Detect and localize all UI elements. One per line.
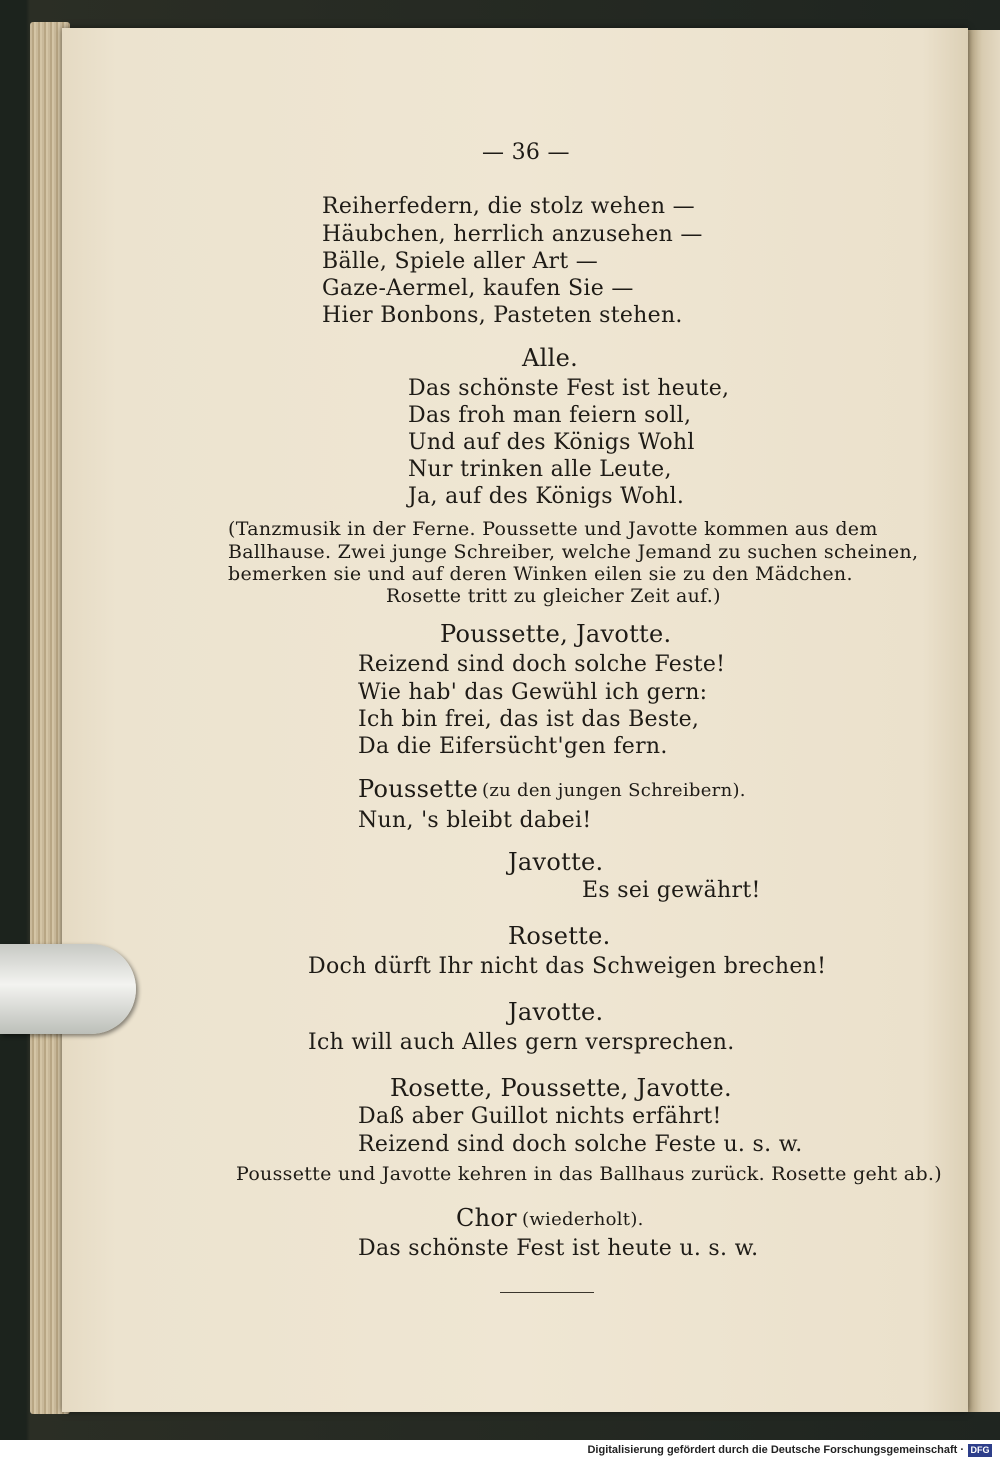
verse-line: Reizend sind doch solche Feste! [358, 652, 726, 677]
facing-page-edge [966, 30, 1000, 1412]
verse-line: Nur trinken alle Leute, [408, 457, 672, 482]
verse-line: Und auf des Königs Wohl [408, 430, 695, 455]
dfg-logo: DFG [968, 1444, 992, 1457]
verse-line: Häubchen, herrlich anzusehen — [322, 222, 703, 247]
stage-direction: Poussette und Javotte kehren in das Ballhaus zurück. Rosette geht ab.) [236, 1163, 942, 1185]
verse-line: Ich will auch Alles gern versprechen. [308, 1030, 735, 1055]
stage-direction: (Tanzmusik in der Ferne. Poussette und Javotte kommen aus dem [228, 518, 878, 540]
speaker-heading: Poussette, Javotte. [440, 620, 672, 648]
closing-rule [500, 1292, 594, 1293]
speaker-heading: Chor [456, 1204, 517, 1232]
bookmark-tab [0, 944, 136, 1034]
speaker-direction: (wiederholt). [522, 1209, 644, 1230]
speaker-heading: Rosette, Poussette, Javotte. [390, 1074, 732, 1102]
verse-line: Hier Bonbons, Pasteten stehen. [322, 303, 683, 328]
speaker-heading: Alle. [522, 344, 579, 372]
footer-bar [0, 1440, 1000, 1462]
speaker-direction: (zu den jungen Schreibern). [482, 780, 746, 801]
verse-line: Das froh man feiern soll, [408, 403, 692, 428]
verse-line: Ja, auf des Königs Wohl. [408, 484, 685, 509]
verse-line: Nun, 's bleibt dabei! [358, 808, 592, 833]
verse-line: Reiherfedern, die stolz wehen — [322, 194, 695, 219]
page-number: — 36 — [482, 140, 570, 165]
verse-line: Doch dürft Ihr nicht das Schweigen brechen! [308, 954, 827, 979]
verse-line: Daß aber Guillot nichts erfährt! [358, 1104, 722, 1129]
stage-direction: Rosette tritt zu gleicher Zeit auf.) [386, 585, 721, 607]
verse-line: Das schönste Fest ist heute, [408, 376, 730, 401]
speaker-heading: Poussette [358, 775, 479, 803]
speaker-heading: Javotte. [508, 998, 604, 1026]
speaker-heading: Javotte. [508, 848, 604, 876]
speaker-heading: Rosette. [508, 922, 611, 950]
verse-line: Gaze-Aermel, kaufen Sie — [322, 276, 634, 301]
verse-line: Es sei gewährt! [582, 878, 761, 903]
verse-line: Reizend sind doch solche Feste u. s. w. [358, 1132, 803, 1157]
footer-credit: Digitalisierung gefördert durch die Deutsche Forschungsgemeinschaft · [587, 1444, 964, 1456]
verse-line: Ich bin frei, das ist das Beste, [358, 707, 700, 732]
stage-direction: Ballhause. Zwei junge Schreiber, welche Jemand zu suchen scheinen, [228, 541, 919, 563]
verse-line: Wie hab' das Gewühl ich gern: [358, 680, 708, 705]
verse-line: Da die Eifersücht'gen fern. [358, 734, 668, 759]
stage-direction: bemerken sie und auf deren Winken eilen sie zu den Mädchen. [228, 563, 853, 585]
verse-line: Bälle, Spiele aller Art — [322, 249, 599, 274]
verse-line: Das schönste Fest ist heute u. s. w. [358, 1236, 759, 1261]
